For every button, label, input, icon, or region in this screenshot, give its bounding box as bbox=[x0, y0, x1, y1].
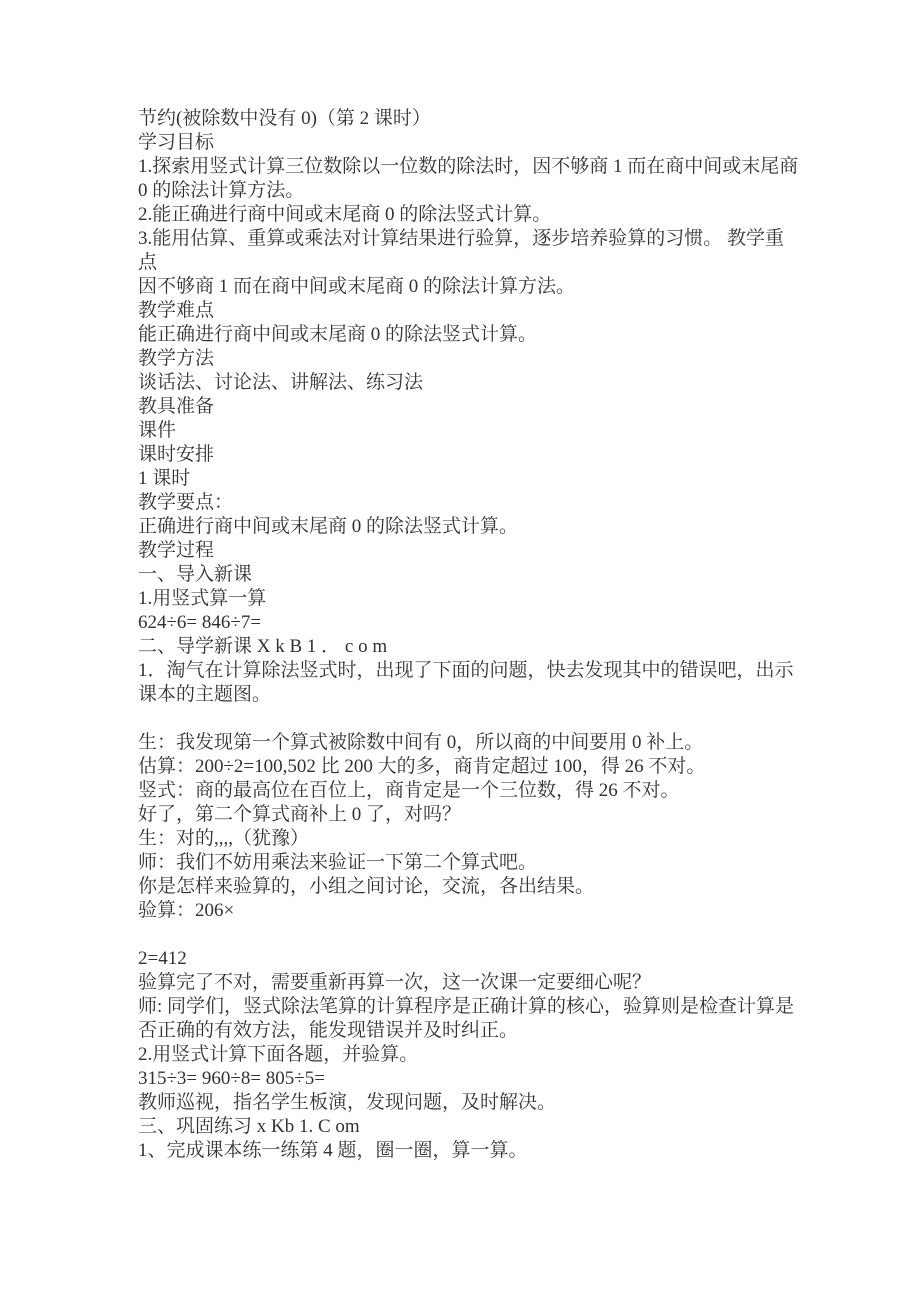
text-line: 3.能用估算、重算或乘法对计算结果进行验算，逐步培养验算的习惯。 教学重 bbox=[138, 228, 785, 249]
text-line: 正确进行商中间或末尾商 0 的除法竖式计算。 bbox=[138, 516, 519, 537]
text-line: 验算：206× bbox=[138, 900, 235, 921]
text-line: 三、巩固练习 x Kb 1. C om bbox=[138, 1116, 360, 1137]
text-line: 2.能正确进行商中间或末尾商 0 的除法竖式计算。 bbox=[138, 204, 552, 225]
document-body bbox=[138, 107, 838, 1163]
text-line: 能正确进行商中间或末尾商 0 的除法竖式计算。 bbox=[138, 324, 538, 345]
text-line: 教学难点 bbox=[138, 300, 215, 321]
text-line: 验算完了不对，需要重新再算一次，这一次课一定要细心呢？ bbox=[138, 972, 652, 993]
text-line: 节约(被除数中没有 0)（第 2 课时） bbox=[138, 108, 431, 129]
text-line: 教师巡视，指名学生板演，发现问题，及时解决。 bbox=[138, 1092, 557, 1113]
text-line: 否正确的有效方法，能发现错误并及时纠正。 bbox=[138, 1020, 519, 1041]
text-line: 2=412 bbox=[138, 948, 187, 969]
text-line: 1．淘气在计算除法竖式时，出现了下面的问题，快去发现其中的错误吧，出示 bbox=[138, 660, 794, 681]
text-line: 课时安排 bbox=[138, 444, 215, 465]
text-line: 315÷3= 960÷8= 805÷5= bbox=[138, 1068, 325, 1089]
text-line: 课件 bbox=[138, 420, 177, 441]
text-line: 1.探索用竖式计算三位数除以一位数的除法时，因不够商 1 而在商中间或末尾商 bbox=[138, 156, 799, 177]
blank-line bbox=[138, 707, 838, 731]
text-line: 教学过程 bbox=[138, 540, 215, 561]
text-line: 二、导学新课 X k B 1 ． c o m bbox=[138, 636, 388, 657]
text-line: 教学要点： bbox=[138, 492, 234, 513]
text-line: 好了，第二个算式商补上 0 了，对吗？ bbox=[138, 804, 462, 825]
text-line: 624÷6= 846÷7= bbox=[138, 612, 262, 633]
text-line: 竖式：商的最高位在百位上，商肯定是一个三位数，得 26 不对。 bbox=[138, 780, 680, 801]
text-line: 谈话法、讨论法、讲解法、练习法 bbox=[138, 372, 424, 393]
text-line: 2.用竖式计算下面各题，并验算。 bbox=[138, 1044, 419, 1065]
text-line: 学习目标 bbox=[138, 132, 215, 153]
text-line: 课本的主题图。 bbox=[138, 684, 272, 705]
text-line: 一、导入新课 bbox=[138, 564, 253, 585]
text-line: 因不够商 1 而在商中间或末尾商 0 的除法计算方法。 bbox=[138, 276, 576, 297]
text-line: 教学方法 bbox=[138, 348, 215, 369]
text-line: 师: 同学们，竖式除法笔算的计算程序是正确计算的核心，验算则是检查计算是 bbox=[138, 996, 795, 1017]
text-line: 1.用竖式算一算 bbox=[138, 588, 267, 609]
text-line: 生：我发现第一个算式被除数中间有 0，所以商的中间要用 0 补上。 bbox=[138, 732, 704, 753]
text-line: 点 bbox=[138, 252, 158, 273]
text-line: 师：我们不妨用乘法来验证一下第二个算式吧。 bbox=[138, 852, 538, 873]
text-line: 教具准备 bbox=[138, 396, 215, 417]
text-line: 1、完成课本练一练第 4 题，圈一圈，算一算。 bbox=[138, 1140, 528, 1161]
text-line: 你是怎样来验算的，小组之间讨论，交流，各出结果。 bbox=[138, 876, 595, 897]
text-line: 生：对的,,,,（犹豫） bbox=[138, 828, 310, 849]
text-line: 1 课时 bbox=[138, 468, 191, 489]
text-line: 估算：200÷2=100,502 比 200 大的多，商肯定超过 100，得 26 不对。 bbox=[138, 756, 706, 777]
text-line: 0 的除法计算方法。 bbox=[138, 180, 305, 201]
blank-line bbox=[138, 923, 838, 947]
